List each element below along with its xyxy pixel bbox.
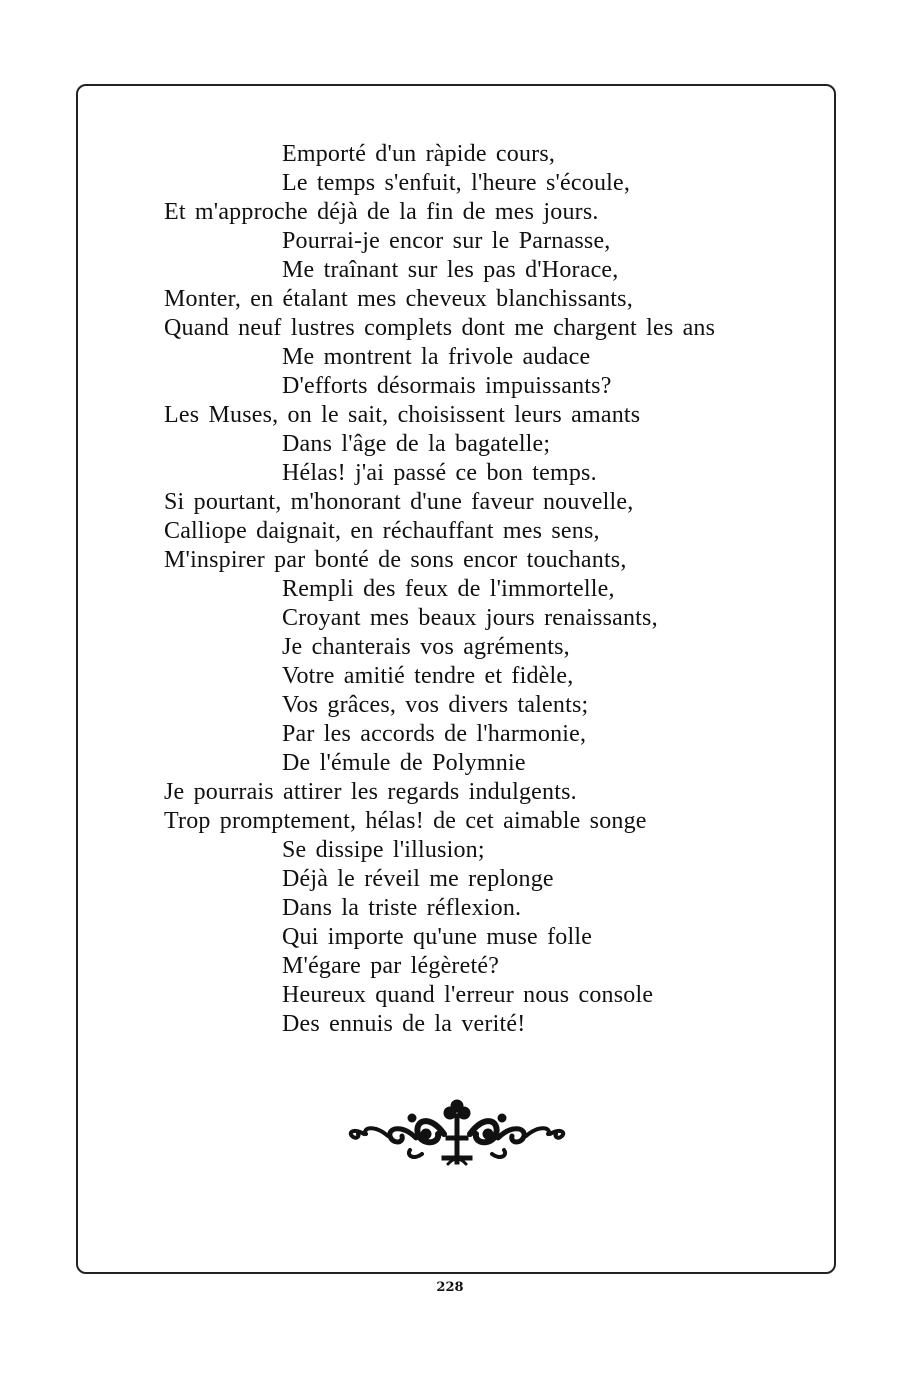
poem-line: Heureux quand l'erreur nous console xyxy=(282,982,654,1008)
poem-line: Me traînant sur les pas d'Horace, xyxy=(282,257,619,283)
poem-line: Déjà le réveil me replonge xyxy=(282,866,554,892)
poem-line: Et m'approche déjà de la fin de mes jours. xyxy=(164,199,599,225)
poem-line: Trop promptement, hélas! de cet aimable songe xyxy=(164,808,647,834)
poem-line: Le temps s'enfuit, l'heure s'écoule, xyxy=(282,170,631,196)
poem-line: Dans l'âge de la bagatelle; xyxy=(282,431,551,457)
poem-line: Monter, en étalant mes cheveux blanchissants, xyxy=(164,286,633,312)
poem-line: Croyant mes beaux jours renaissants, xyxy=(282,605,658,631)
poem-line: Se dissipe l'illusion; xyxy=(282,837,485,863)
poem-line: Si pourtant, m'honorant d'une faveur nouvelle, xyxy=(164,489,634,515)
poem-line: Hélas! j'ai passé ce bon temps. xyxy=(282,460,597,486)
poem-line: Qui importe qu'une muse folle xyxy=(282,924,593,950)
page-number: 228 xyxy=(436,1280,464,1295)
poem-line: Des ennuis de la verité! xyxy=(282,1011,526,1037)
poem-line: Les Muses, on le sait, choisissent leurs amants xyxy=(164,402,641,428)
poem-line: Je pourrais attirer les regards indulgents. xyxy=(164,779,577,805)
poem-line: Calliope daignait, en réchauffant mes sens, xyxy=(164,518,600,544)
poem-line: Vos grâces, vos divers talents; xyxy=(282,692,589,718)
poem-line: Votre amitié tendre et fidèle, xyxy=(282,663,574,689)
poem-line: Dans la triste réflexion. xyxy=(282,895,522,921)
poem-line: Quand neuf lustres complets dont me chargent les ans xyxy=(164,315,716,341)
poem-line: Rempli des feux de l'immortelle, xyxy=(282,576,615,602)
poem-line: Me montrent la frivole audace xyxy=(282,344,591,370)
poem-line: M'inspirer par bonté de sons encor touchants, xyxy=(164,547,627,573)
fleuron-ornament-icon xyxy=(344,1094,570,1174)
poem-line: Par les accords de l'harmonie, xyxy=(282,721,587,747)
poem-line: Emporté d'un ràpide cours, xyxy=(282,141,556,167)
poem-line: D'efforts désormais impuissants? xyxy=(282,373,612,399)
poem-line: Je chanterais vos agréments, xyxy=(282,634,570,660)
poem-line: De l'émule de Polymnie xyxy=(282,750,526,776)
poem-line: M'égare par légèreté? xyxy=(282,953,500,979)
poem-line: Pourrai-je encor sur le Parnasse, xyxy=(282,228,611,254)
